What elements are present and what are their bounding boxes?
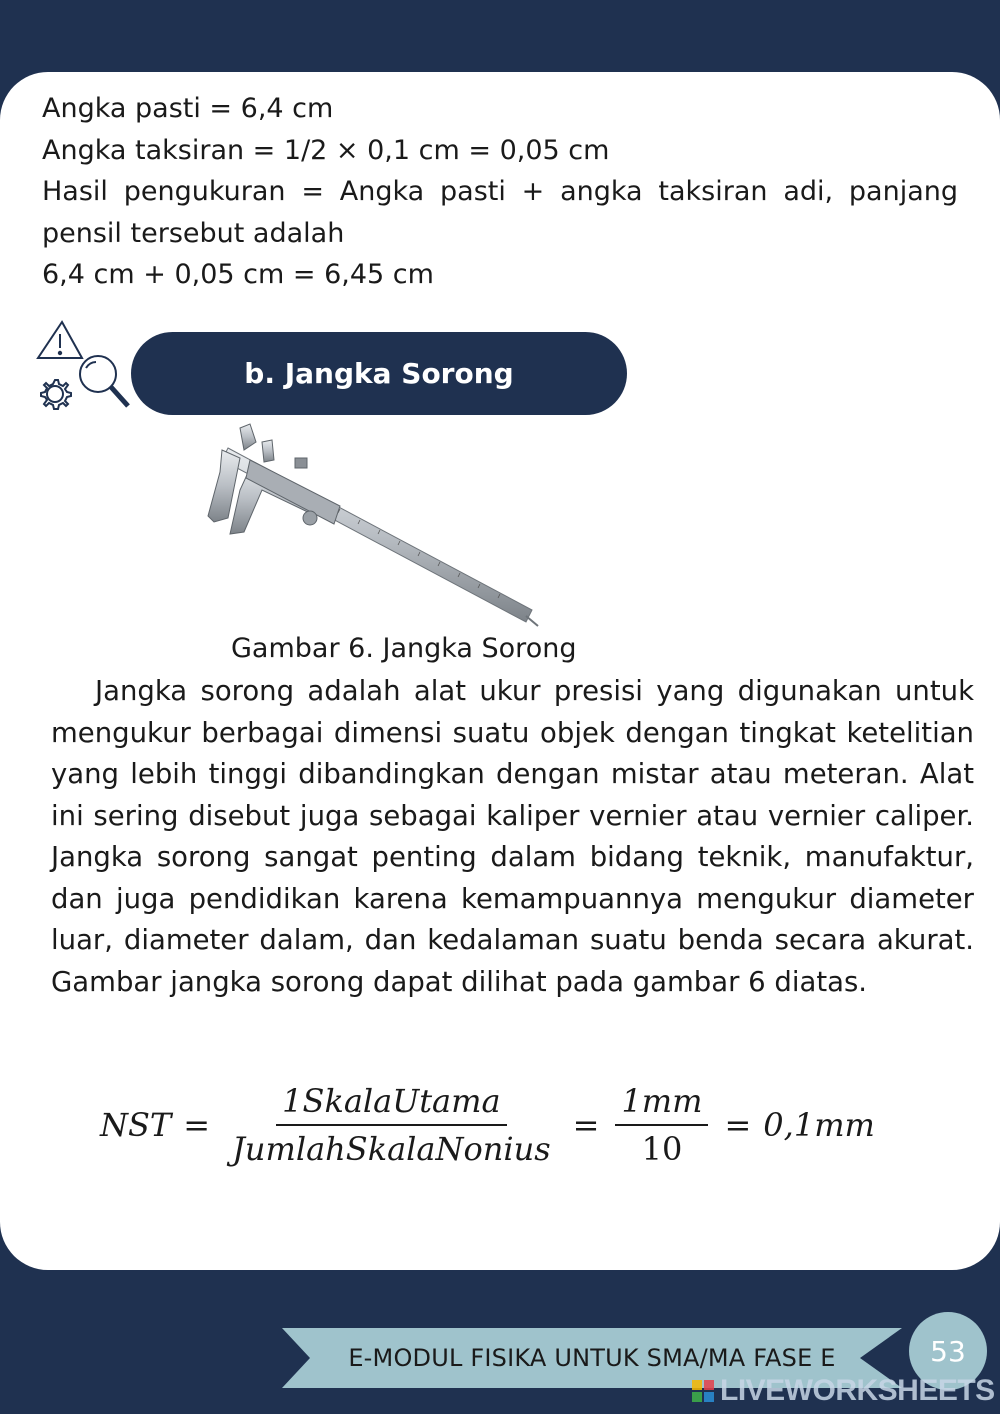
module-title: E-MODUL FISIKA UNTUK SMA/MA FASE E [348,1344,836,1372]
equals-sign: = [572,1106,600,1144]
caliper-description [51,671,974,1003]
section-title-pill [131,332,627,415]
pencil-length-line: 6,4 cm + 0,05 cm = 6,45 cm [42,259,434,290]
formula-lhs: NST [100,1106,172,1144]
vernier-caliper-image [200,420,550,630]
measurement-text [42,88,958,296]
formula-result: 0,1mm [763,1106,875,1144]
page-number: 53 [909,1312,987,1390]
equals-sign: = [724,1106,752,1144]
figure-caption: Gambar 6. Jangka Sorong [231,633,577,664]
fraction-scale [226,1082,557,1168]
watermark-text: LIVEWORKSHEETS [720,1374,995,1407]
liveworksheets-logo-icon [692,1380,714,1402]
measurement-result-line: Hasil pengukuran = Angka pasti + angka taksiran adi, panjang pensil tersebut adalah [42,176,958,249]
fraction-scale-denominator: JumlahSkalaNonius [232,1130,551,1168]
equals-sign: = [183,1106,211,1144]
section-title: b. Jangka Sorong [244,357,514,390]
exact-digit-line: Angka pasti = 6,4 cm [42,93,334,124]
fraction-scale-numerator: 1SkalaUtama [276,1082,506,1126]
fraction-mm [615,1082,708,1168]
caliper-description-text: Jangka sorong adalah alat ukur presisi yang digunakan untuk mengukur berbagai dimensi suatu objek dengan tingkat ketelitian yang lebih tinggi dibandingkan dengan mistar atau meteran. Alat ini sering disebut juga sebagai kaliper vernier atau vernier caliper. Jangka sorong sangat penting dalam bidang teknik, manufaktur, dan juga pendidikan karena kemampuannya mengukur diameter luar, diameter dalam, dan kedalaman suatu benda secara akurat. Gambar jangka sorong dapat dilihat pada gambar 6 diatas. [51,675,974,998]
fraction-mm-denominator: 10 [641,1130,683,1168]
estimated-digit-line: Angka taksiran = 1/2 × 0,1 cm = 0,05 cm [42,134,610,166]
fraction-mm-numerator: 1mm [615,1082,708,1126]
liveworksheets-watermark [692,1374,995,1408]
warning-search-gear-icon [30,318,132,416]
nst-formula [100,1080,875,1170]
